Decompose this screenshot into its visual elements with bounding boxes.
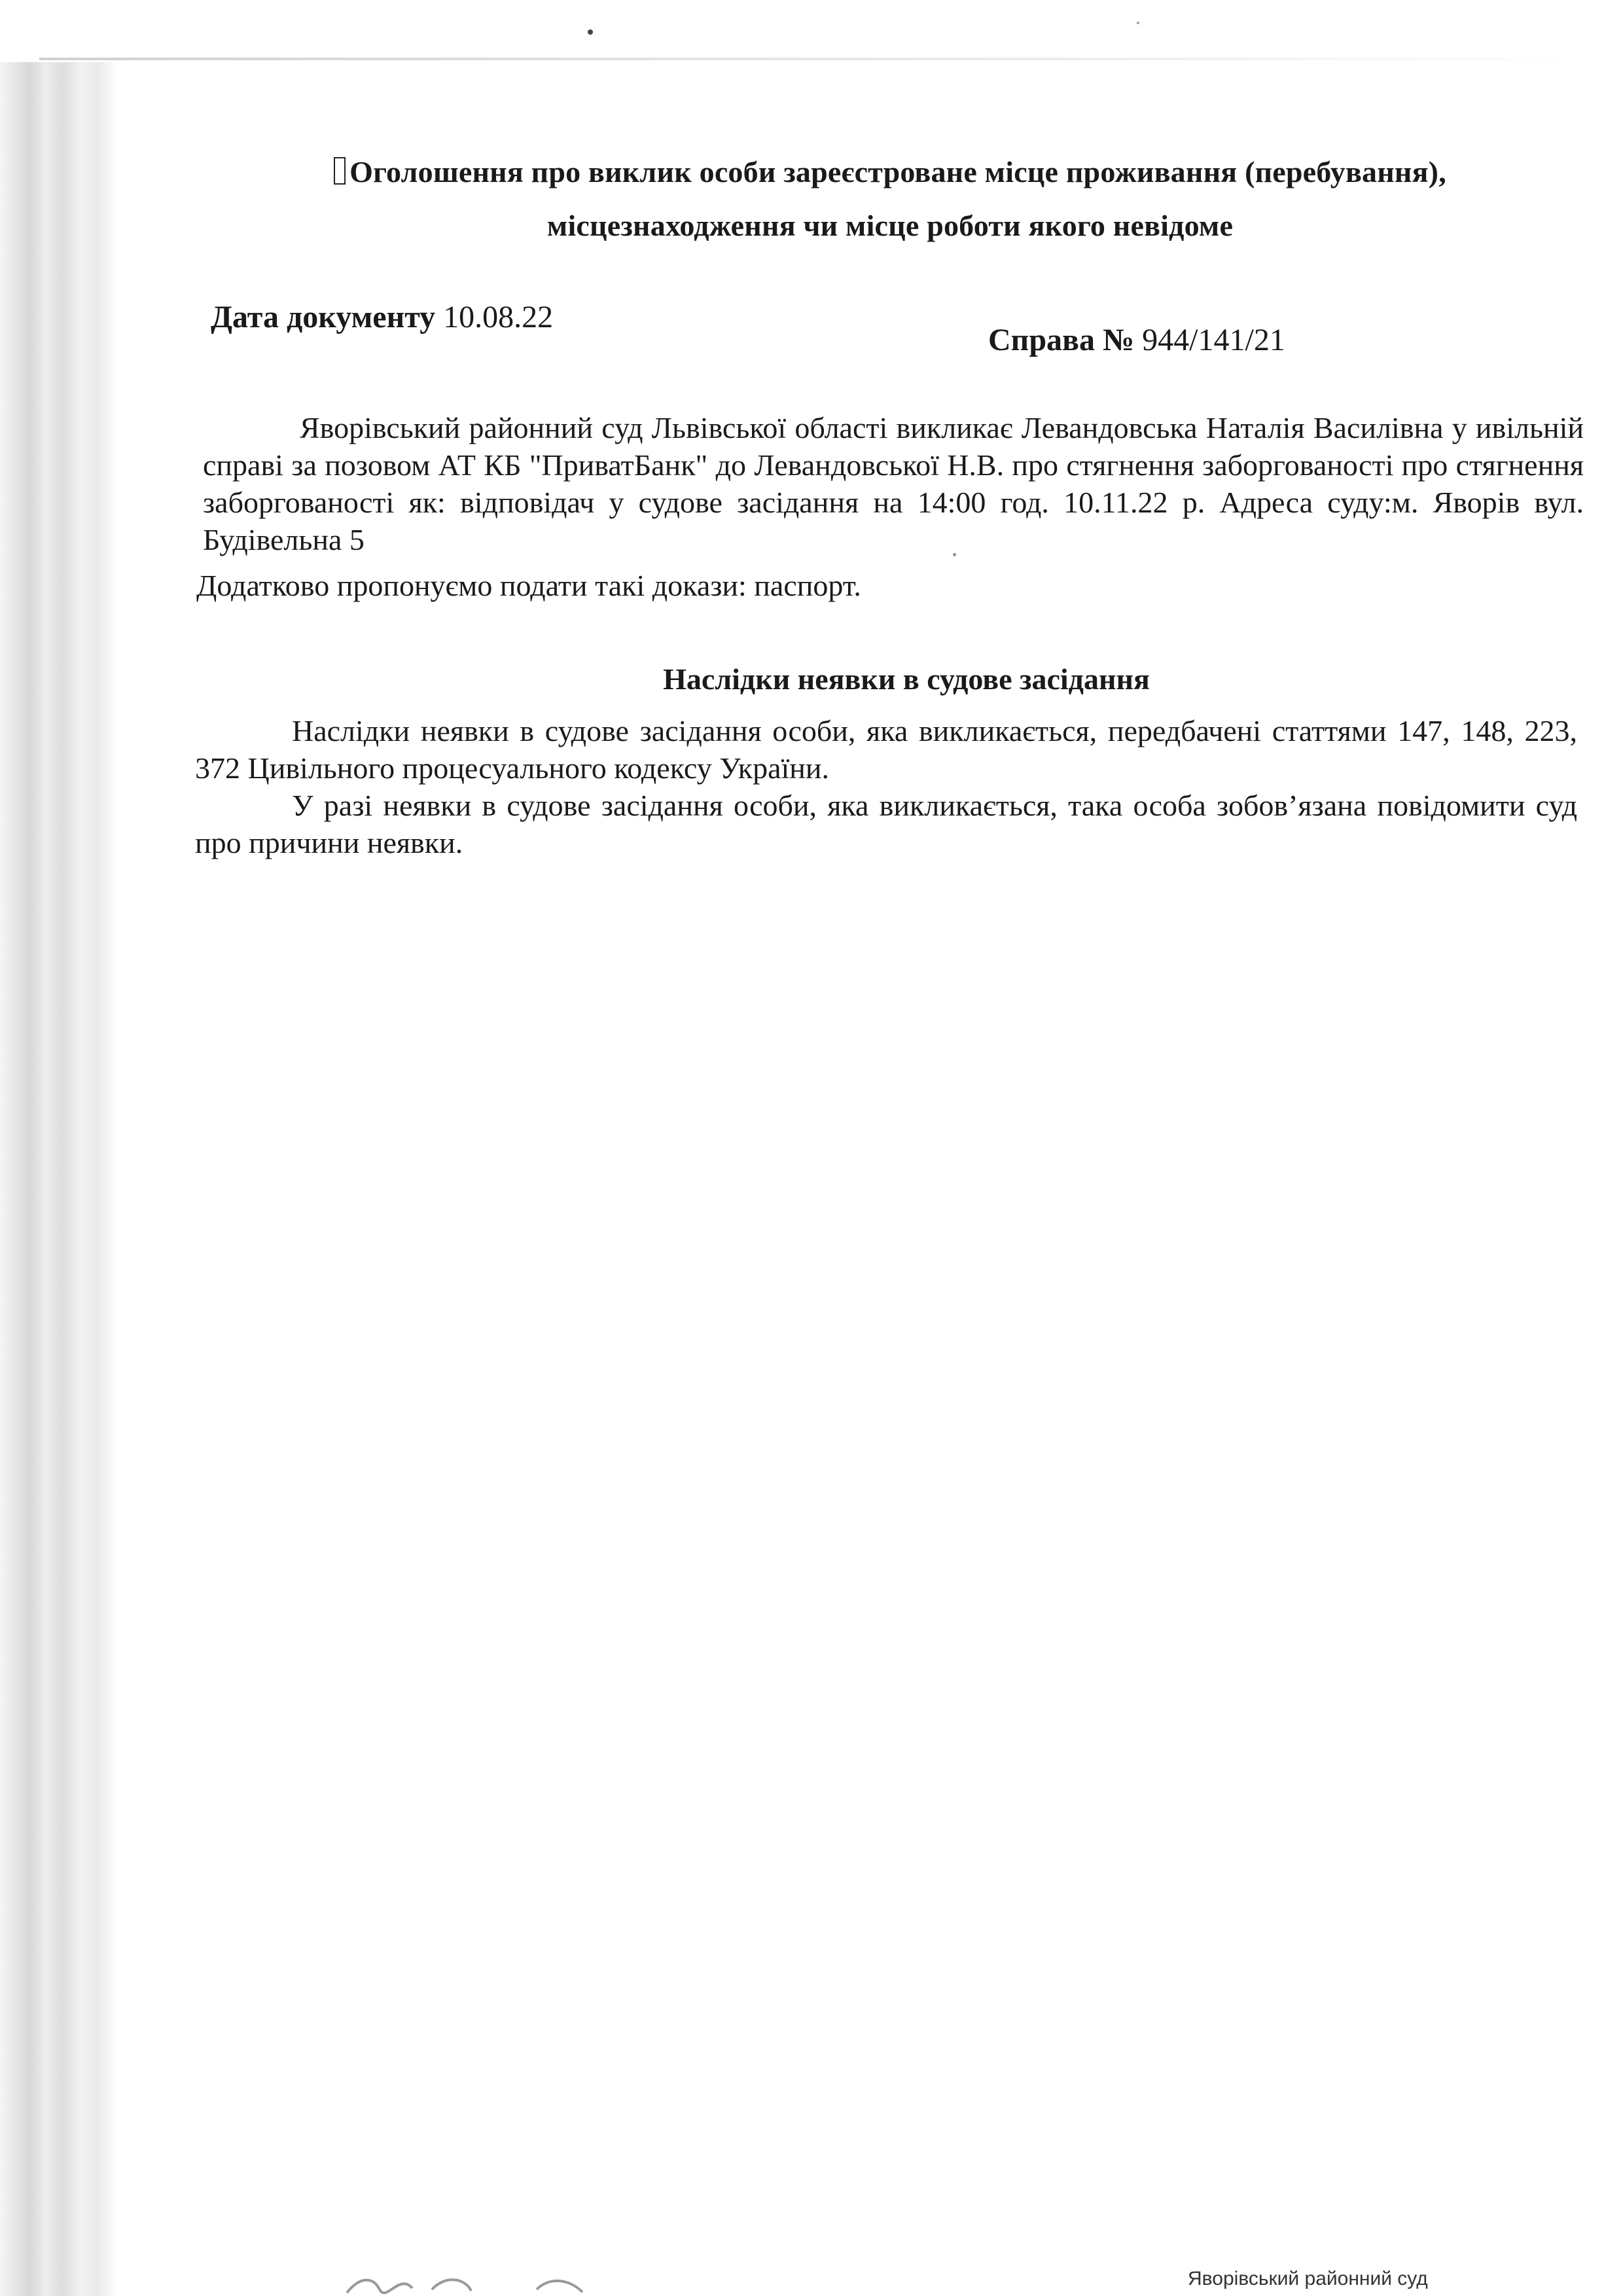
date-value: 10.08.22 (443, 300, 554, 334)
case-value: 944/141/21 (1142, 323, 1285, 357)
document-date (211, 298, 553, 337)
absence-notice-text: У разі неявки в судове засідання особи, яка викликається, така особа зобов’язана повідомити суд про причини неявки. (195, 789, 1577, 859)
handwritten-mark (340, 2270, 615, 2296)
consequences-heading: Наслідки неявки в судове засідання (663, 662, 1150, 696)
case-number (988, 321, 1285, 360)
date-label: Дата документу (211, 300, 436, 334)
footer-court-stamp: Яворівський районний суд (1188, 2268, 1428, 2289)
summons-paragraph (203, 409, 1584, 558)
heading-line-1: Оголошення про виклик особи зареєстроване місце проживання (перебування), (349, 155, 1446, 188)
case-label: Справа № (988, 323, 1135, 357)
missing-glyph-box (334, 157, 346, 185)
consequences-section (195, 712, 1577, 861)
evidence-note: Додатково пропонуємо подати такі докази: паспорт. (196, 569, 861, 602)
consequences-text: Наслідки неявки в судове засідання особи, яка викликається, передбачені статтями 147, 148, 223, 372 Цивільного процесуального кодексу України. (195, 714, 1577, 785)
summons-text: Яворівський районний суд Львівської області викликає Левандовська Наталія Василівна у ивільній справі за позовом АТ КБ "ПриватБанк" до Левандовської Н.В. про стягнення заборгованості про стягнення заборгованості як: відповідач у судове засідання на 14:00 год. 10.11.22 р. Адреса суду:м. Яворів вул. Будівельна 5 (203, 411, 1584, 556)
heading-line-2: місцезнаходження чи місце роботи якого невідоме (546, 209, 1234, 242)
document-heading (262, 145, 1518, 253)
